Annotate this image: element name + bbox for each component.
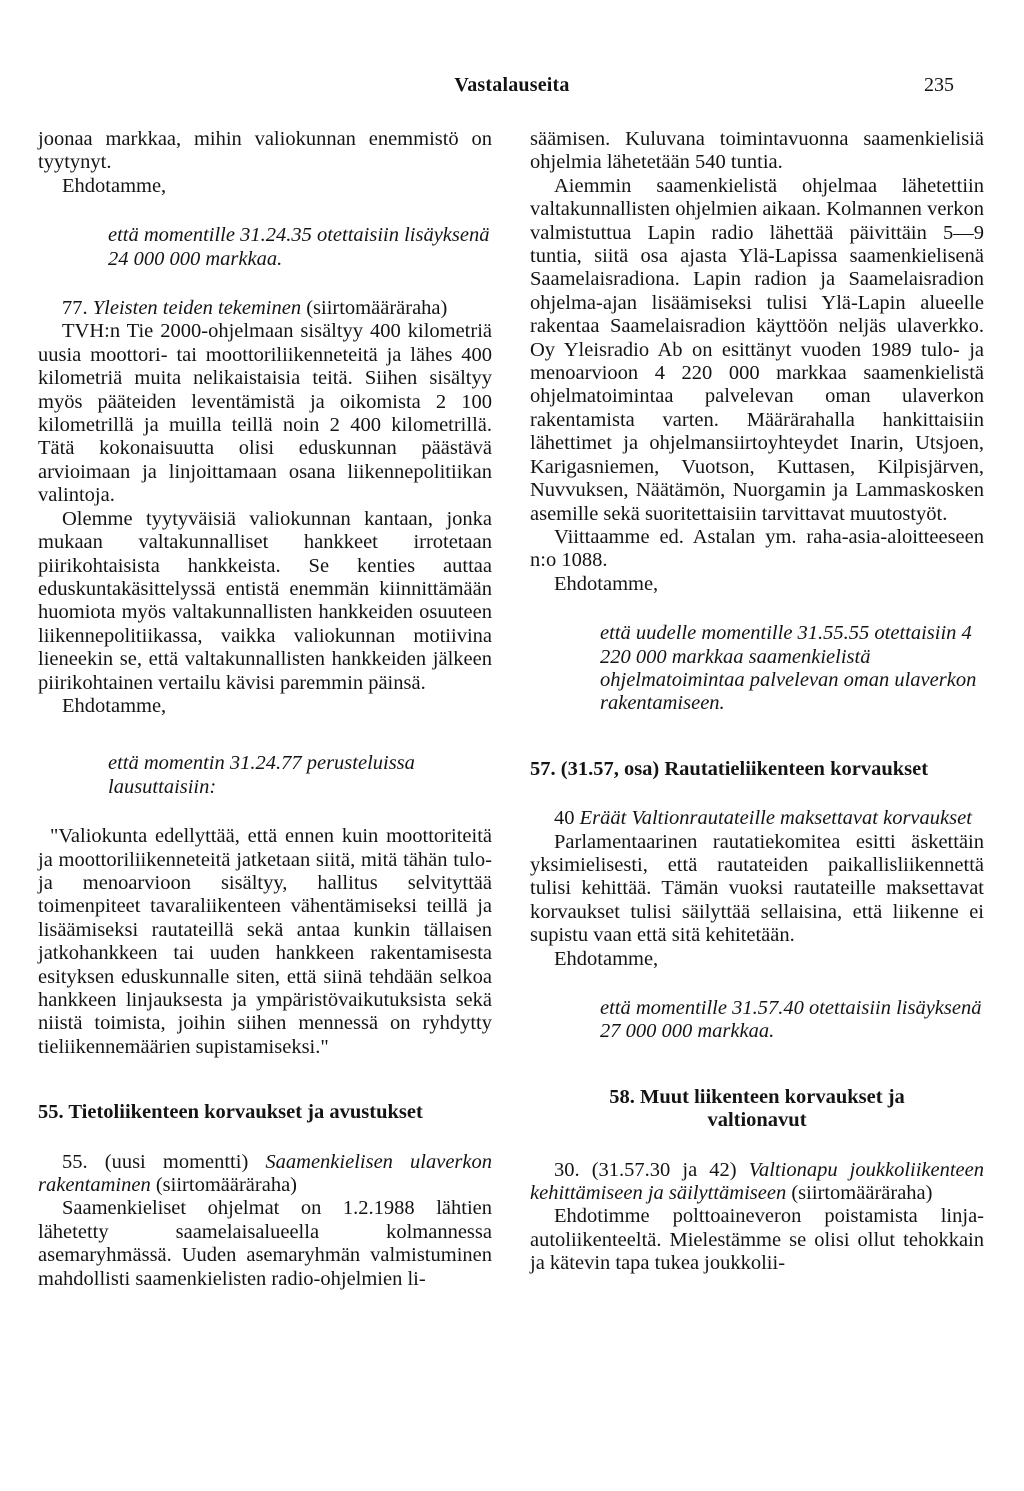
item-title: Valtionapu joukkoliikenteen kehittämiseen ja säilyttämiseen: [530, 1158, 984, 1205]
proposal: että momentille 31.57.40 otettaisiin lisäyksenä 27 000 000 markkaa.: [600, 997, 982, 1043]
item-40: [530, 807, 984, 830]
paragraph: säämisen. Kuluvana toimintavuonna saamenkielisiä ohjelmia lähetetään 540 tuntia.: [530, 128, 984, 174]
paragraph: Saamenkieliset ohjelmat on 1.2.1988 lähtien lähetetty saamelaisalueella kolmannessa asemaryhmässä. Uuden asemaryhmän valmistuminen mahdollisti saamenkielisten radio-ohjelmien li-: [38, 1197, 492, 1290]
item-number: 77.: [62, 297, 93, 320]
paragraph: Parlamentaarinen rautatiekomitea esitti äskettäin yksimielisesti, että rautateiden paikallisliikennettä tulisi kehittää. Tämän vuoksi rautateille maksettavat korvaukset tulisi säilyttää sellaisina, että liikenne ei supistu vaan että sitä kehitetään.: [530, 830, 984, 947]
paragraph: joonaa markkaa, mihin valiokunnan enemmistö on tyytynyt.: [38, 128, 492, 174]
page-number: 235: [924, 74, 954, 96]
item-suffix: (siirtomääräraha): [150, 1174, 297, 1197]
heading-line: 58. Muut liikenteen korvaukset ja: [609, 1085, 905, 1108]
proposal: että momentille 31.24.35 otettaisiin lisäyksenä 24 000 000 markkaa.: [108, 224, 490, 270]
item-number: 30. (31.57.30 ja 42): [554, 1158, 749, 1181]
paragraph: Ehdotamme,: [62, 174, 167, 197]
item-title: Yleisten teiden tekeminen: [92, 297, 302, 320]
left-column: [38, 128, 492, 1291]
quotation: "Valiokunta edellyttää, että ennen kuin moottoriteitä ja moottoriliikenneteitä jatketaan siitä, mitä tähän tulo- ja menoarvioon sisältyy, hallitus selvityttää toimenpiteet tavaraliikenteen vähentämiseksi teillä ja lisäämiseksi rautateillä sekä antaa kunkin tällaisen jatkohankkeen tai uuden hankkeen rakentamisesta esityksen eduskunnalle siten, että siinä tehdään selkoa hankkeen linjauksesta ja ympäristövaikutuksista sekä niistä toimista, joihin siihen mennessä on ryhdytty tieliikennemäärien supistamiseksi.": [38, 825, 492, 1058]
item-number: 40: [554, 807, 580, 830]
proposal: että uudelle momentille 31.55.55 otettaisiin 4 220 000 markkaa saamenkielistä ohjelmatoimintaa palvelevan oman ulaverkon rakentamiseen.: [600, 622, 977, 715]
running-title: Vastalauseita: [454, 74, 570, 96]
item-number: 55. (uusi momentti): [62, 1150, 266, 1173]
paragraph: Olemme tyytyväisiä valiokunnan kantaan, jonka mukaan valtakunnalliset hankkeet irrotetaan piirikohtaisista hankkeista. Se kenties auttaa eduskuntakäsittelyssä entistä enemmän kiinnittämään huomiota myös valtakunnallisten hankkeiden osuuteen liikennepolitiikassa, vaikka valiokunnan motiivina lieneekin se, että valtakunnallisten hankkeiden jälkeen piirikohtainen vertailu kävisi paremmin päinsä.: [38, 507, 492, 694]
item-55: [38, 1151, 492, 1198]
right-column: [530, 128, 984, 1276]
heading-line: valtionavut: [707, 1109, 807, 1132]
item-30: [530, 1159, 984, 1206]
item-suffix: (siirtomääräraha): [786, 1182, 933, 1205]
item-77: [38, 297, 492, 320]
section-heading: 55. Tietoliikenteen korvaukset ja avustukset: [38, 1101, 423, 1124]
paragraph: Ehdotimme polttoaineveron poistamista linja-autoliikenteeltä. Mielestämme se olisi ollut tehokkain ja kätevin tapa tukea joukkolii-: [530, 1205, 984, 1275]
section-heading: [530, 1086, 984, 1133]
paragraph: Viittaamme ed. Astalan ym. raha-asia-aloitteeseen n:o 1088.: [530, 525, 984, 572]
paragraph: Aiemmin saamenkielistä ohjelmaa lähetettiin valtakunnallisten ohjelmien aikaan. Kolmannen verkon valmistuttua Lapin radio lähettää päivittäin 5—9 tuntia, siitä osa ajasta Ylä-Lapissa saamenkielisenä Saamelaisradiona. Lapin radion ja Saamelaisradion ohjelma-ajan lisäämiseksi tulisi Ylä-Lapin alueelle rakentaa Saamelaisradion käyttöön neljäs ulaverkko. Oy Yleisradio Ab on esittänyt vuoden 1989 tulo- ja menoarvioon 4 220 000 markkaa saamenkielistä ohjelmatoimintaa palvelevan oman ulaverkon rakentamista varten. Määrärahalla hankittaisiin lähettimet ja ohjelmansiirtoyhteydet Inarin, Utsjoen, Karigasniemen, Vuotson, Kuttasen, Kilpisjärven, Nuvvuksen, Näätämön, Nuorgamin ja Lammaskosken asemille sekä suoritettaisiin tarvittavat muutostyöt.: [530, 174, 984, 525]
section-heading: 57. (31.57, osa) Rautatieliikenteen korvaukset: [530, 757, 929, 780]
paragraph: Ehdotamme,: [554, 572, 659, 595]
paragraph: Ehdotamme,: [554, 947, 659, 970]
item-suffix: (siirtomääräraha): [301, 297, 448, 320]
paragraph: Ehdotamme,: [62, 694, 167, 717]
item-title: Saamenkielisen ulaverkon rakentaminen: [38, 1150, 493, 1197]
paragraph: TVH:n Tie 2000-ohjelmaan sisältyy 400 kilometriä uusia moottori- tai moottoriliikenneteitä ja lähes 400 kilometriä muita nelikaistaisia teitä. Siihen sisältyy myös pääteiden leventämistä ja oikomista 2 100 kilometrillä ja muilla teillä noin 2 400 kilometrillä. Tätä kokonaisuutta olisi eduskunnan päästävä arvioimaan ja linjoittamaan osana liikennepolitiikan valintoja.: [38, 320, 492, 507]
item-title: Eräät Valtionrautateille maksettavat korvaukset: [579, 807, 972, 830]
proposal: että momentin 31.24.77 perusteluissa lausuttaisiin:: [108, 752, 415, 798]
